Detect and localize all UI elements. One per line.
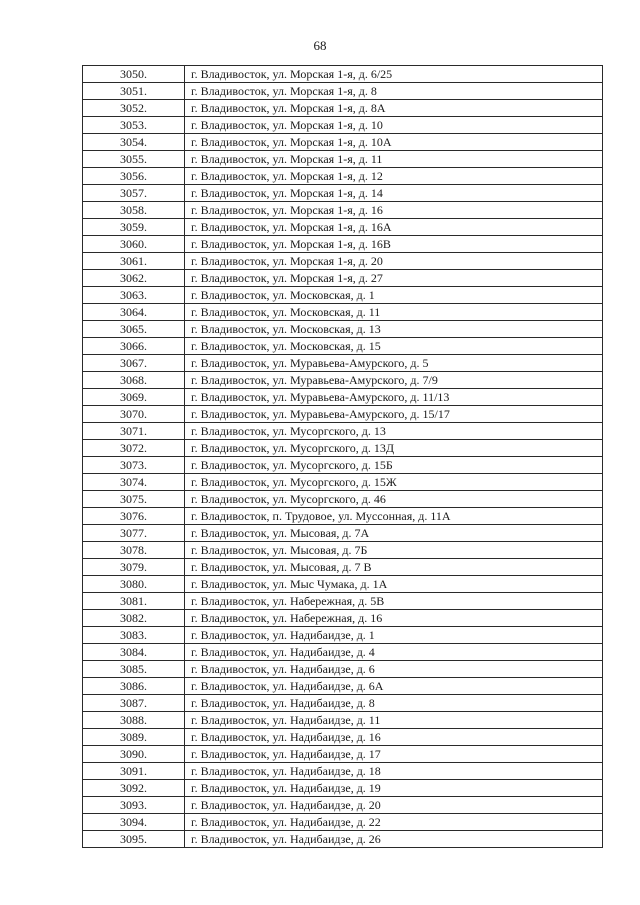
row-number: 3094. xyxy=(83,814,185,831)
table-row xyxy=(83,117,603,134)
row-number: 3091. xyxy=(83,763,185,780)
row-address: г. Владивосток, ул. Московская, д. 11 xyxy=(185,304,603,321)
row-address: г. Владивосток, ул. Московская, д. 1 xyxy=(185,287,603,304)
table-row xyxy=(83,168,603,185)
row-number: 3088. xyxy=(83,712,185,729)
row-number: 3058. xyxy=(83,202,185,219)
row-number: 3077. xyxy=(83,525,185,542)
row-address: г. Владивосток, ул. Мусоргского, д. 15Ж xyxy=(185,474,603,491)
row-number: 3074. xyxy=(83,474,185,491)
row-address: г. Владивосток, ул. Московская, д. 13 xyxy=(185,321,603,338)
table-row xyxy=(83,372,603,389)
row-number: 3070. xyxy=(83,406,185,423)
row-address: г. Владивосток, ул. Надибаидзе, д. 17 xyxy=(185,746,603,763)
row-number: 3068. xyxy=(83,372,185,389)
row-number: 3071. xyxy=(83,423,185,440)
row-number: 3073. xyxy=(83,457,185,474)
table-row xyxy=(83,780,603,797)
row-number: 3080. xyxy=(83,576,185,593)
table-row xyxy=(83,66,603,83)
row-address: г. Владивосток, ул. Надибаидзе, д. 26 xyxy=(185,831,603,848)
row-address: г. Владивосток, ул. Морская 1-я, д. 6/25 xyxy=(185,66,603,83)
row-number: 3051. xyxy=(83,83,185,100)
table-row xyxy=(83,661,603,678)
row-number: 3056. xyxy=(83,168,185,185)
row-address: г. Владивосток, ул. Морская 1-я, д. 10А xyxy=(185,134,603,151)
row-address: г. Владивосток, ул. Мусоргского, д. 15Б xyxy=(185,457,603,474)
row-number: 3069. xyxy=(83,389,185,406)
row-number: 3090. xyxy=(83,746,185,763)
row-number: 3086. xyxy=(83,678,185,695)
row-address: г. Владивосток, ул. Морская 1-я, д. 27 xyxy=(185,270,603,287)
table-row xyxy=(83,678,603,695)
table-row xyxy=(83,355,603,372)
row-address: г. Владивосток, ул. Муравьева-Амурского, д. 5 xyxy=(185,355,603,372)
page-number: 68 xyxy=(313,38,327,53)
row-number: 3087. xyxy=(83,695,185,712)
row-address: г. Владивосток, ул. Муравьева-Амурского, д. 11/13 xyxy=(185,389,603,406)
row-number: 3067. xyxy=(83,355,185,372)
table-row xyxy=(83,644,603,661)
row-number: 3082. xyxy=(83,610,185,627)
table-row xyxy=(83,236,603,253)
table-row xyxy=(83,253,603,270)
row-number: 3095. xyxy=(83,831,185,848)
row-number: 3053. xyxy=(83,117,185,134)
table-row xyxy=(83,83,603,100)
row-address: г. Владивосток, ул. Набережная, д. 5В xyxy=(185,593,603,610)
table-row xyxy=(83,542,603,559)
row-address: г. Владивосток, ул. Надибаидзе, д. 16 xyxy=(185,729,603,746)
row-number: 3092. xyxy=(83,780,185,797)
table-row xyxy=(83,338,603,355)
row-address: г. Владивосток, ул. Муравьева-Амурского, д. 7/9 xyxy=(185,372,603,389)
table-row xyxy=(83,831,603,848)
row-number: 3065. xyxy=(83,321,185,338)
table-row xyxy=(83,440,603,457)
table-row xyxy=(83,287,603,304)
row-number: 3055. xyxy=(83,151,185,168)
table-row xyxy=(83,763,603,780)
row-number: 3064. xyxy=(83,304,185,321)
row-address: г. Владивосток, ул. Мысовая, д. 7 В xyxy=(185,559,603,576)
row-number: 3059. xyxy=(83,219,185,236)
row-address: г. Владивосток, ул. Надибаидзе, д. 6 xyxy=(185,661,603,678)
table-row xyxy=(83,219,603,236)
row-address: г. Владивосток, ул. Надибаидзе, д. 1 xyxy=(185,627,603,644)
table-row xyxy=(83,627,603,644)
row-address: г. Владивосток, ул. Муравьева-Амурского, д. 15/17 xyxy=(185,406,603,423)
row-address: г. Владивосток, ул. Мысовая, д. 7Б xyxy=(185,542,603,559)
row-address: г. Владивосток, ул. Мусоргского, д. 13 xyxy=(185,423,603,440)
row-address: г. Владивосток, ул. Морская 1-я, д. 16А xyxy=(185,219,603,236)
table-row xyxy=(83,185,603,202)
table-row xyxy=(83,491,603,508)
row-address: г. Владивосток, ул. Московская, д. 15 xyxy=(185,338,603,355)
table-row xyxy=(83,576,603,593)
table-row xyxy=(83,474,603,491)
row-address: г. Владивосток, ул. Морская 1-я, д. 8 xyxy=(185,83,603,100)
row-address: г. Владивосток, ул. Морская 1-я, д. 14 xyxy=(185,185,603,202)
table-row xyxy=(83,202,603,219)
row-address: г. Владивосток, ул. Надибаидзе, д. 11 xyxy=(185,712,603,729)
row-number: 3063. xyxy=(83,287,185,304)
row-number: 3050. xyxy=(83,66,185,83)
row-number: 3061. xyxy=(83,253,185,270)
row-number: 3093. xyxy=(83,797,185,814)
table-row xyxy=(83,712,603,729)
row-address: г. Владивосток, ул. Мусоргского, д. 46 xyxy=(185,491,603,508)
row-number: 3089. xyxy=(83,729,185,746)
table-row xyxy=(83,695,603,712)
table-row xyxy=(83,814,603,831)
table-row xyxy=(83,457,603,474)
row-number: 3081. xyxy=(83,593,185,610)
row-address: г. Владивосток, ул. Набережная, д. 16 xyxy=(185,610,603,627)
row-number: 3054. xyxy=(83,134,185,151)
row-address: г. Владивосток, ул. Надибаидзе, д. 18 xyxy=(185,763,603,780)
row-number: 3062. xyxy=(83,270,185,287)
row-number: 3060. xyxy=(83,236,185,253)
row-address: г. Владивосток, ул. Мысовая, д. 7А xyxy=(185,525,603,542)
row-number: 3075. xyxy=(83,491,185,508)
row-address: г. Владивосток, ул. Надибаидзе, д. 20 xyxy=(185,797,603,814)
row-address: г. Владивосток, ул. Надибаидзе, д. 8 xyxy=(185,695,603,712)
table-row xyxy=(83,151,603,168)
address-table-body xyxy=(83,66,603,848)
table-row xyxy=(83,508,603,525)
row-number: 3057. xyxy=(83,185,185,202)
table-row xyxy=(83,797,603,814)
row-address: г. Владивосток, ул. Морская 1-я, д. 16В xyxy=(185,236,603,253)
row-number: 3078. xyxy=(83,542,185,559)
table-row xyxy=(83,610,603,627)
row-address: г. Владивосток, ул. Надибаидзе, д. 22 xyxy=(185,814,603,831)
row-number: 3083. xyxy=(83,627,185,644)
row-address: г. Владивосток, ул. Морская 1-я, д. 11 xyxy=(185,151,603,168)
table-row xyxy=(83,389,603,406)
row-address: г. Владивосток, п. Трудовое, ул. Муссонная, д. 11А xyxy=(185,508,603,525)
row-number: 3066. xyxy=(83,338,185,355)
table-row xyxy=(83,134,603,151)
row-number: 3072. xyxy=(83,440,185,457)
row-number: 3084. xyxy=(83,644,185,661)
table-row xyxy=(83,423,603,440)
row-address: г. Владивосток, ул. Надибаидзе, д. 6А xyxy=(185,678,603,695)
table-row xyxy=(83,729,603,746)
row-address: г. Владивосток, ул. Надибаидзе, д. 19 xyxy=(185,780,603,797)
address-table xyxy=(82,65,603,848)
row-address: г. Владивосток, ул. Морская 1-я, д. 16 xyxy=(185,202,603,219)
row-address: г. Владивосток, ул. Мусоргского, д. 13Д xyxy=(185,440,603,457)
table-row xyxy=(83,525,603,542)
row-address: г. Владивосток, ул. Мыс Чумака, д. 1А xyxy=(185,576,603,593)
table-row xyxy=(83,746,603,763)
row-number: 3085. xyxy=(83,661,185,678)
table-row xyxy=(83,321,603,338)
row-number: 3079. xyxy=(83,559,185,576)
row-number: 3076. xyxy=(83,508,185,525)
row-number: 3052. xyxy=(83,100,185,117)
table-row xyxy=(83,406,603,423)
table-row xyxy=(83,100,603,117)
row-address: г. Владивосток, ул. Морская 1-я, д. 20 xyxy=(185,253,603,270)
table-row xyxy=(83,270,603,287)
table-row xyxy=(83,304,603,321)
table-row xyxy=(83,559,603,576)
row-address: г. Владивосток, ул. Морская 1-я, д. 12 xyxy=(185,168,603,185)
row-address: г. Владивосток, ул. Морская 1-я, д. 10 xyxy=(185,117,603,134)
row-address: г. Владивосток, ул. Морская 1-я, д. 8А xyxy=(185,100,603,117)
row-address: г. Владивосток, ул. Надибаидзе, д. 4 xyxy=(185,644,603,661)
table-row xyxy=(83,593,603,610)
